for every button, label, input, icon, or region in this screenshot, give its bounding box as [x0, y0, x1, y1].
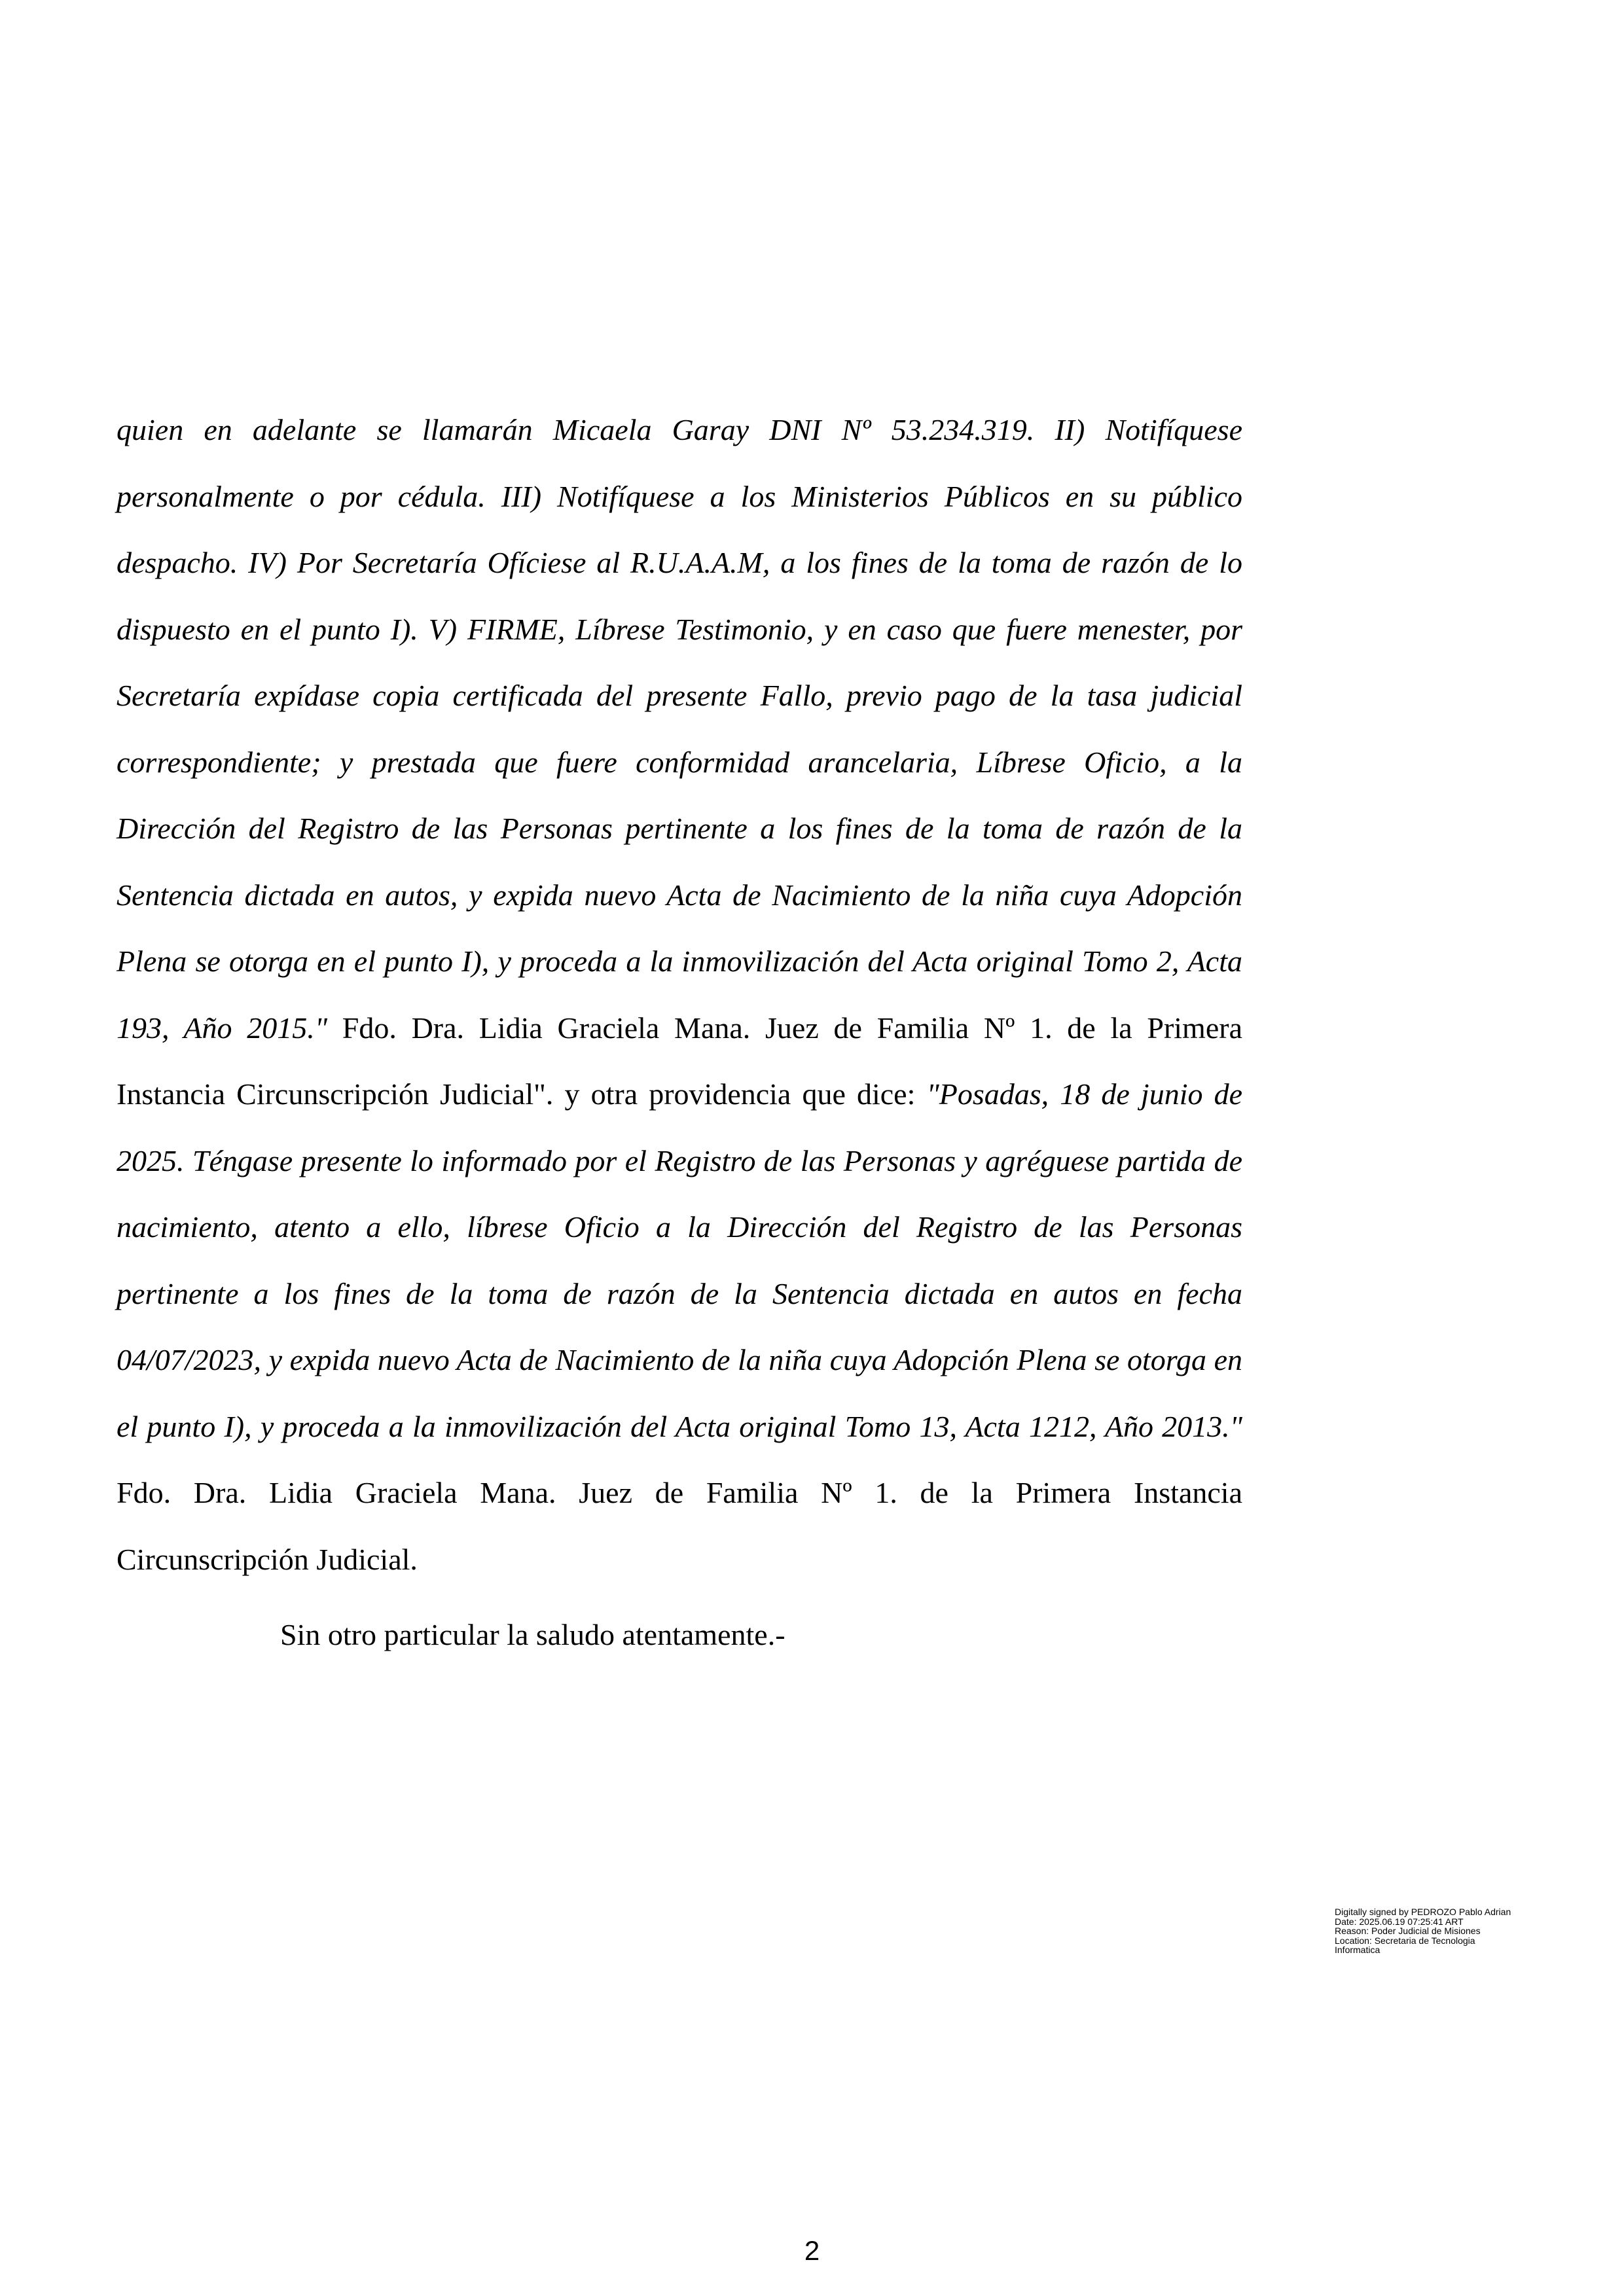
digital-signature-block [1335, 1907, 1557, 1955]
signature-date: Date: 2025.06.19 07:25:41 ART [1335, 1916, 1464, 1927]
signature-reference-text: Fdo. Dra. Lidia Graciela Mana. Juez de Familia Nº 1. de la Primera Instancia Circunscripción Judicial". y otra providencia que dice: [117, 1011, 1242, 1111]
resolution-quote-text: quien en adelante se llamarán Micaela Garay DNI Nº 53.234.319. II) Notifíquese personalmente o por cédula. III) Notifíquese a los Ministerios Públicos en su público despacho. IV) Por Secretaría Ofíciese al R.U.A.A.M, a los fines de la toma de razón de lo dispuesto en el punto I). V) FIRME, Líbrese Testimonio, y en caso que fuere menester, por Secretaría expídase copia certificada del presente Fallo, previo pago de la tasa judicial correspondiente; y prestada que fuere conformidad arancelaria, Líbrese Oficio, a la Dirección del Registro de las Personas pertinente a los fines de la toma de razón de la Sentencia dictada en autos, y expida nuevo Acta de Nacimiento de la niña cuya Adopción Plena se otorga en el punto I), y proceda a la inmovilización del Acta original Tomo 2, Acta 193, Año 2015." [117, 413, 1242, 1045]
signature-signed-by: Digitally signed by PEDROZO Pablo Adrian [1335, 1907, 1511, 1917]
providencia-quote-text: "Posadas, 18 de junio de 2025. Téngase presente lo informado por el Registro de las Personas y agréguese partida de nacimiento, atento a ello, líbrese Oficio a la Dirección del Registro de las Personas pertinente a los fines de la toma de razón de la Sentencia dictada en autos en fecha 04/07/2023, y expida nuevo Acta de Nacimiento de la niña cuya Adopción Plena se otorga en el punto I), y proceda a la inmovilización del Acta original Tomo 13, Acta 1212, Año 2013." [117, 1077, 1242, 1443]
signature-location: Location: Secretaria de Tecnologia [1335, 1935, 1475, 1946]
page-number: 2 [804, 2235, 820, 2266]
closing-signature-reference-text: Fdo. Dra. Lidia Graciela Mana. Juez de Familia Nº 1. de la Primera Instancia Circunscripción Judicial. [117, 1476, 1242, 1576]
signature-reason: Reason: Poder Judicial de Misiones [1335, 1926, 1481, 1936]
closing-line: Sin otro particular la saludo atentamente.- [280, 1618, 785, 1651]
body-paragraph [117, 397, 1242, 1592]
signature-location-cont: Informatica [1335, 1945, 1380, 1955]
